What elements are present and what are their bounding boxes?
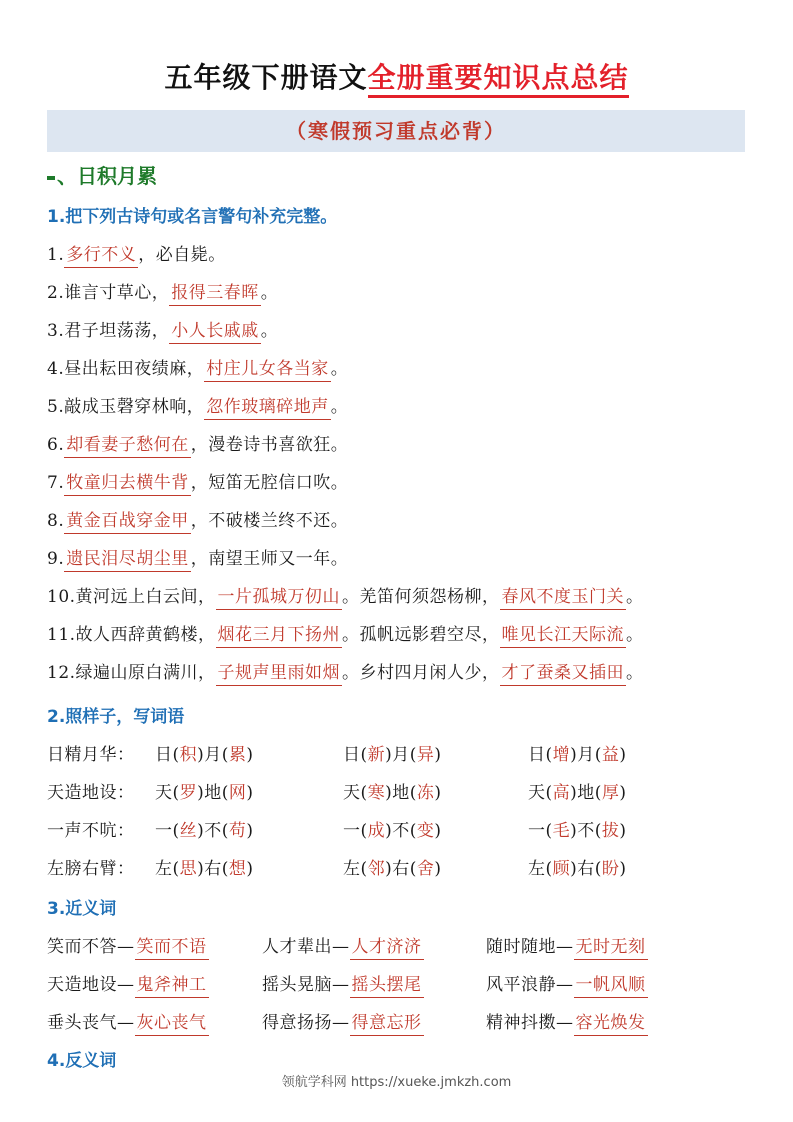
pattern-cell <box>343 740 442 765</box>
pattern-text: 日( <box>528 745 553 765</box>
pattern-cell <box>155 740 254 765</box>
pattern-answer: 累 <box>228 745 247 765</box>
pattern-text: 日( <box>343 745 368 765</box>
poem-answer: 报得三春晖 <box>169 283 261 306</box>
poem-text: ，不破楼兰终不还。 <box>190 511 349 531</box>
pattern-text: 一( <box>155 821 180 841</box>
pattern-answer: 成 <box>367 821 386 841</box>
pattern-answer: 毛 <box>552 821 571 841</box>
pattern-cell <box>528 816 627 841</box>
pattern-cell <box>528 778 627 803</box>
page-title <box>0 56 793 96</box>
synonym-word: 随时随地— <box>486 937 574 957</box>
pattern-answer: 邻 <box>367 859 386 879</box>
poem-answer: 遗民泪尽胡尘里 <box>64 549 191 572</box>
pattern-text: )不( <box>570 821 602 841</box>
poem-line <box>47 392 348 417</box>
pattern-answer: 厚 <box>601 783 620 803</box>
pattern-cell <box>343 854 442 879</box>
pattern-text: )月( <box>197 745 229 765</box>
synonym-pair <box>47 970 209 995</box>
pattern-text: )右( <box>570 859 602 879</box>
poem-text: 。羌笛何须怨杨柳， <box>342 587 500 607</box>
pattern-answer: 网 <box>228 783 247 803</box>
synonym-word: 天造地设— <box>47 975 135 995</box>
synonym-pair <box>486 970 648 995</box>
poem-text: 。 <box>260 283 279 303</box>
poem-answer: 才了蚕桑又插田 <box>500 663 627 686</box>
poem-text: 。 <box>330 359 349 379</box>
poem-text: 。 <box>330 397 349 417</box>
pattern-text: )不( <box>197 821 229 841</box>
pattern-text: )地( <box>197 783 229 803</box>
pattern-text: 左( <box>155 859 180 879</box>
pattern-text: ) <box>246 859 254 879</box>
poem-line <box>47 506 348 531</box>
poem-text: 10.黄河远上白云间， <box>47 587 216 607</box>
pattern-answer: 异 <box>416 745 435 765</box>
poem-answer: 村庄儿女各当家 <box>204 359 331 382</box>
poem-line <box>47 582 644 607</box>
pattern-answer: 想 <box>228 859 247 879</box>
synonym-word: 得意扬扬— <box>262 1013 350 1033</box>
synonym-answer: 一帆风顺 <box>574 975 648 998</box>
synonym-word: 垂头丧气— <box>47 1013 135 1033</box>
subtitle-banner: （寒假预习重点必背） <box>47 110 745 152</box>
pattern-answer: 寒 <box>367 783 386 803</box>
poem-text: 12.绿遍山原白满川， <box>47 663 216 683</box>
poem-line <box>47 316 278 341</box>
pattern-answer: 变 <box>416 821 435 841</box>
poem-text: 。乡村四月闲人少， <box>342 663 500 683</box>
synonym-answer: 笑而不语 <box>135 937 209 960</box>
pattern-text: )右( <box>385 859 417 879</box>
poem-text: 6. <box>47 435 65 455</box>
pattern-text: )月( <box>570 745 602 765</box>
pattern-text: ) <box>434 783 442 803</box>
pattern-text: 天( <box>343 783 368 803</box>
pattern-cell <box>155 854 254 879</box>
synonym-word: 精神抖擞— <box>486 1013 574 1033</box>
pattern-cell <box>343 778 442 803</box>
pattern-label: 天造地设： <box>47 783 135 803</box>
subheading-4: 4.反义词 <box>47 1051 117 1071</box>
pattern-answer: 罗 <box>179 783 198 803</box>
poem-answer: 多行不义 <box>64 245 138 268</box>
section-heading-1 <box>47 160 157 189</box>
poem-line <box>47 544 348 569</box>
poem-answer: 却看妻子愁何在 <box>64 435 191 458</box>
synonym-answer: 无时无刻 <box>574 937 648 960</box>
poem-line <box>47 430 348 455</box>
poem-answer: 小人长戚戚 <box>169 321 261 344</box>
pattern-text: ) <box>246 783 254 803</box>
synonym-word: 笑而不答— <box>47 937 135 957</box>
poem-text: 1. <box>47 245 65 265</box>
title-part1: 五年级下册语文 <box>164 61 368 94</box>
pattern-answer: 积 <box>179 745 198 765</box>
poem-answer: 忽作玻璃碎地声 <box>204 397 331 420</box>
pattern-text: ) <box>619 745 627 765</box>
poem-text: 7. <box>47 473 65 493</box>
pattern-cell <box>343 816 442 841</box>
poem-text: 9. <box>47 549 65 569</box>
pattern-cell <box>155 778 254 803</box>
poem-text: 。 <box>626 625 644 645</box>
pattern-label: 一声不吭： <box>47 821 135 841</box>
poem-text: ，必自毙。 <box>138 245 226 265</box>
pattern-answer: 冻 <box>416 783 435 803</box>
poem-text: 8. <box>47 511 65 531</box>
pattern-text: )右( <box>197 859 229 879</box>
poem-line <box>47 354 348 379</box>
poem-text: ，南望王师又一年。 <box>190 549 349 569</box>
pattern-text: ) <box>434 745 442 765</box>
poem-text: 。 <box>626 663 644 683</box>
pattern-answer: 益 <box>601 745 620 765</box>
poem-line <box>47 468 348 493</box>
poem-line <box>47 620 644 645</box>
pattern-answer: 高 <box>552 783 571 803</box>
section-1-label: 、日积月累 <box>57 164 157 188</box>
pattern-answer: 新 <box>367 745 386 765</box>
pattern-text: ) <box>619 859 627 879</box>
pattern-text: 左( <box>528 859 553 879</box>
pattern-cell <box>528 740 627 765</box>
poem-text: 3.君子坦荡荡， <box>47 321 170 341</box>
synonym-answer: 灰心丧气 <box>135 1013 209 1036</box>
pattern-text: 天( <box>528 783 553 803</box>
poem-line <box>47 658 644 683</box>
synonym-answer: 人才济济 <box>350 937 424 960</box>
pattern-text: ) <box>246 745 254 765</box>
pattern-answer: 苟 <box>228 821 247 841</box>
poem-text: 。 <box>626 587 644 607</box>
poem-text: 2.谁言寸草心， <box>47 283 170 303</box>
title-part2: 全册重要知识点总结 <box>368 61 629 98</box>
pattern-text: )不( <box>385 821 417 841</box>
poem-answer: 黄金百战穿金甲 <box>64 511 191 534</box>
poem-answer: 烟花三月下扬州 <box>216 625 343 648</box>
subheading-3: 3.近义词 <box>47 899 117 919</box>
poem-answer: 春风不度玉门关 <box>500 587 627 610</box>
pattern-text: ) <box>246 821 254 841</box>
poem-text: 4.昼出耘田夜绩麻， <box>47 359 205 379</box>
pattern-text: 左( <box>343 859 368 879</box>
synonym-answer: 容光焕发 <box>574 1013 648 1036</box>
synonym-word: 摇头晃脑— <box>262 975 350 995</box>
poem-text: ，短笛无腔信口吹。 <box>190 473 349 493</box>
pattern-label: 日精月华： <box>47 745 135 765</box>
pattern-answer: 顾 <box>552 859 571 879</box>
subheading-1: 1.把下列古诗句或名言警句补充完整。 <box>47 207 338 227</box>
synonym-pair <box>262 1008 424 1033</box>
poem-line <box>47 240 226 265</box>
dash-mark <box>47 176 55 180</box>
pattern-answer: 丝 <box>179 821 198 841</box>
synonym-pair <box>486 932 648 957</box>
synonym-pair <box>262 932 424 957</box>
pattern-answer: 盼 <box>601 859 620 879</box>
pattern-answer: 增 <box>552 745 571 765</box>
pattern-text: 一( <box>528 821 553 841</box>
pattern-answer: 拔 <box>601 821 620 841</box>
poem-line <box>47 278 278 303</box>
poem-text: 5.敲成玉磬穿林响， <box>47 397 205 417</box>
pattern-text: ) <box>619 821 627 841</box>
pattern-text: ) <box>619 783 627 803</box>
synonym-answer: 得意忘形 <box>350 1013 424 1036</box>
pattern-cell <box>528 854 627 879</box>
poem-answer: 唯见长江天际流 <box>500 625 627 648</box>
pattern-text: )月( <box>385 745 417 765</box>
poem-answer: 牧童归去横牛背 <box>64 473 191 496</box>
poem-answer: 子规声里雨如烟 <box>216 663 343 686</box>
synonym-pair <box>47 1008 209 1033</box>
poem-text: 。 <box>260 321 279 341</box>
synonym-pair <box>486 1008 648 1033</box>
pattern-text: ) <box>434 859 442 879</box>
pattern-cell <box>155 816 254 841</box>
synonym-pair <box>262 970 424 995</box>
pattern-text: 天( <box>155 783 180 803</box>
pattern-text: )地( <box>570 783 602 803</box>
poem-text: 11.故人西辞黄鹤楼， <box>47 625 216 645</box>
poem-text: ，漫卷诗书喜欲狂。 <box>190 435 349 455</box>
pattern-label: 左膀右臂： <box>47 859 135 879</box>
pattern-answer: 舍 <box>416 859 435 879</box>
pattern-text: )地( <box>385 783 417 803</box>
pattern-answer: 思 <box>179 859 198 879</box>
poem-answer: 一片孤城万仞山 <box>216 587 343 610</box>
synonym-pair <box>47 932 209 957</box>
synonym-answer: 鬼斧神工 <box>135 975 209 998</box>
pattern-text: ) <box>434 821 442 841</box>
synonym-answer: 摇头摆尾 <box>350 975 424 998</box>
synonym-word: 人才辈出— <box>262 937 350 957</box>
synonym-word: 风平浪静— <box>486 975 574 995</box>
footer-watermark: 领航学科网 https://xueke.jmkzh.com <box>281 1075 512 1090</box>
pattern-text: 一( <box>343 821 368 841</box>
subheading-2: 2.照样子，写词语 <box>47 707 185 727</box>
poem-text: 。孤帆远影碧空尽， <box>342 625 500 645</box>
pattern-text: 日( <box>155 745 180 765</box>
